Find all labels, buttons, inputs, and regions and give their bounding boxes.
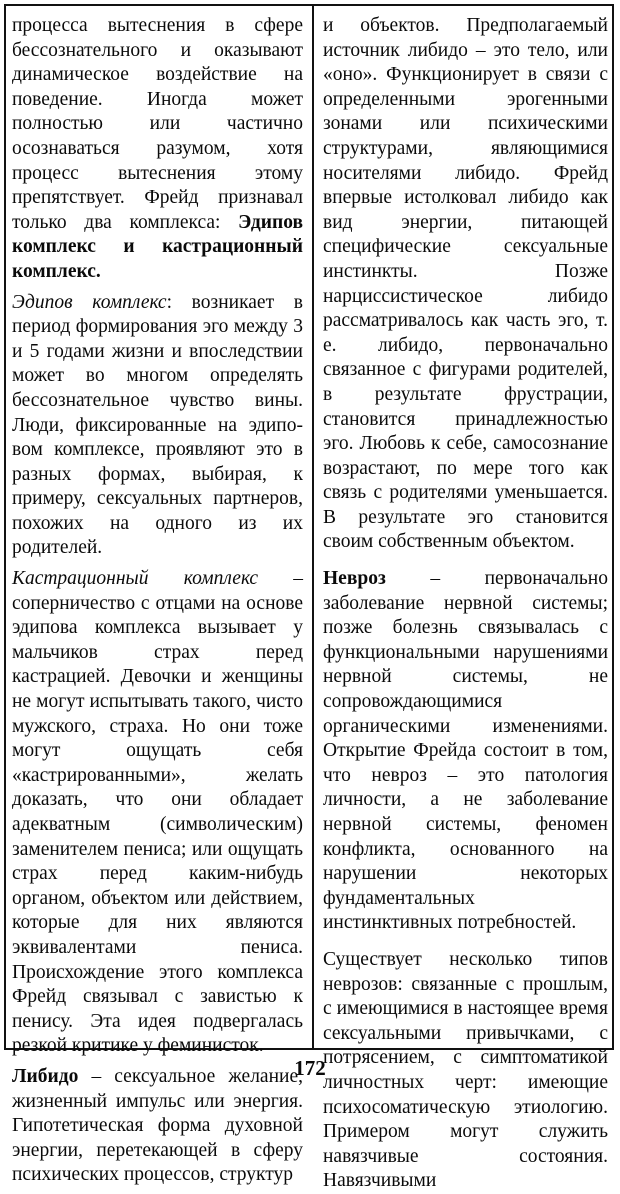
column-divider [312,6,314,1048]
bold-term: Эдипов комплекс и кастрационный комплекс. [12,211,303,282]
right-column [323,14,608,1192]
paragraph-text: и объектов. Предполагаемый источник либидо – это тело, или «оно». Функционирует в связи с определенными эрогенными зонами или психическими структурами, являющимися носителями либидо. Фрейд впервые истолковал либидо как вид энергии, питающей специфические сексуальные инстинкты. Позже нарциссистическое либидо рассматривалось как часть эго, т. е. либидо, первоначально связанное с фигурами родителей, в результате фрустрации, становится принадлежностью эго. Любовь к себе, самосознание возрастают, по мере того как связь с родителями уменьшается. В результате эго становится своим собственным объектом. [323,15,608,553]
page-number: 172 [294,1056,326,1080]
term-oedipus: Эдипов комплекс [12,291,167,313]
paragraph-castration [12,567,303,1059]
paragraph-text: Существует несколько типов неврозов: связанные с прошлым, с имеющимися в настоящее время сексуальными привычками, с потрясением, с симптоматикой личностных черт: имеющие психосоматическую этиологию. Примером могут служить навязчивые состояния. Навязчивыми [323,948,608,1192]
term-neurosis: Невроз [323,568,386,590]
paragraph-text: – сексуальное желание, жизненный импульс или энергия. Гипотетическая форма духовной энергии, перетекающей в сферу психических процессов, структур [12,1065,303,1186]
paragraph-text: – первоначально заболевание нервной системы; позже болезнь связывалась с функциональными нарушениями нервной системы, не сопровождающимися органическими изменениями. Открытие Фрейда состоит в том, что невроз – это патология личности, а не заболевание нервной системы, феномен конфликта, основанного на нарушении некоторых фундаментальных инстинктивных потребностей. [323,568,608,934]
term-castration: Кастрационный комплекс [12,568,258,590]
paragraph-neurosis [323,567,608,936]
paragraph-text: процесса вытеснения в сфере бессознательного и оказывают динамическое воздействие на поведение. Иногда может полностью или частично осознаваться разумом, хотя процесс вытеснения этому препятствует. Фрейд признавал только два комплекса: [12,15,303,233]
paragraph-oedipus [12,291,303,562]
paragraph-libido [12,1065,303,1188]
paragraph-text: – соперничество с отцами на основе эдипова комплекса вызывает у мальчиков страх перед кастрацией. Девочки и женщины не могут испытывать такого, чисто мужского, страха. Но они тоже могут ощущать себя «кастрированными», желать доказать, что они обладает адекватным (символическим) заменителем пениса; или ощущать страх перед каким-нибудь органом, объектом или действием, которые для них являются эквивалентами пениса. Происхождение этого комплекса Фрейд связывал с завистью к пенису. Эта идея подвергалась резкой критике у феминисток. [12,568,303,1057]
paragraph-text: : возникает в период формирования эго между 3 и 5 годами жизни и впоследствии может во многом определять бессознательное чувство вины. Люди, фиксированные на эдиповом комплексе, проявляют это в разных формах, выбирая, к примеру, сексуальных партнеров, похожих на одного из их родителей. [12,291,303,559]
left-column [12,14,303,1186]
paragraph [12,14,303,285]
term-libido: Либидо [12,1065,79,1087]
paragraph [323,14,608,555]
